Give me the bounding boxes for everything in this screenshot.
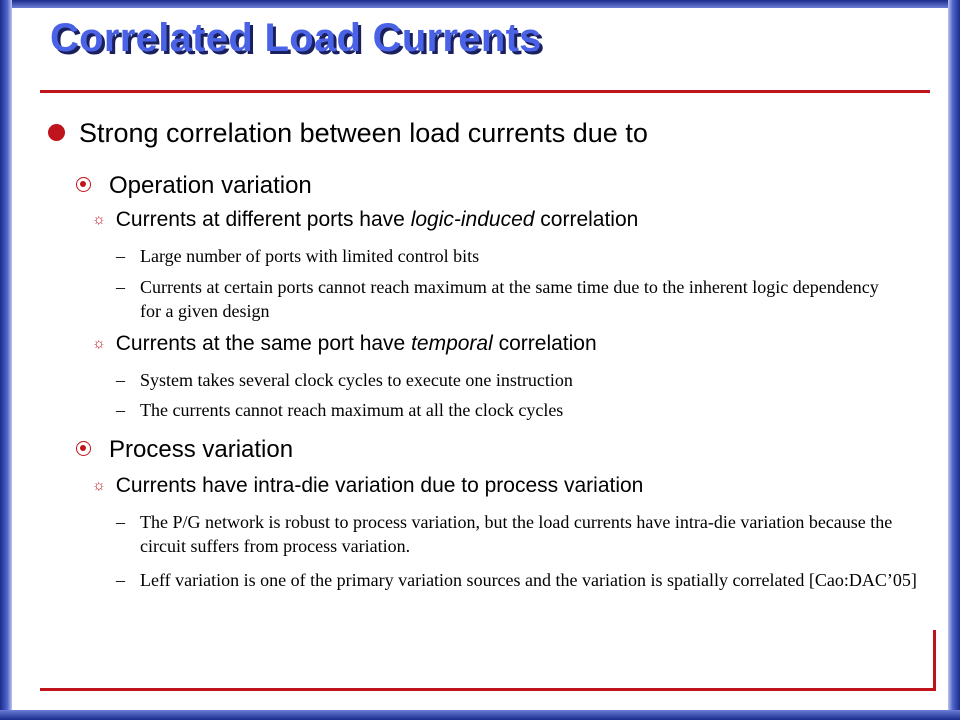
point-text-post: correlation [492, 332, 597, 355]
section-heading: Process variation [109, 436, 294, 463]
dash-marker: – [116, 570, 125, 590]
bottom-divider [40, 688, 936, 691]
red-sun-bullet-icon: ☼ [92, 211, 106, 228]
section-process-variation [76, 436, 293, 464]
red-target-circle-icon [76, 177, 91, 192]
point-intra-die [92, 474, 643, 498]
red-sun-bullet-icon: ☼ [92, 335, 106, 352]
point-logic-induced [92, 208, 638, 232]
frame-left-border [0, 0, 12, 720]
title-divider [40, 90, 930, 93]
main-bullet [48, 118, 648, 149]
detail-text: Large number of ports with limited control bits [140, 246, 480, 266]
dash-marker: – [116, 277, 125, 297]
detail-item [116, 398, 940, 422]
point-text-pre: Currents at different ports have [115, 208, 411, 231]
frame-bottom-border [0, 710, 960, 720]
point-text-emphasis: logic-induced [410, 208, 535, 231]
point-text: Currents have intra-die variation due to process variation [115, 474, 644, 497]
slide-title: Correlated Load Currents [50, 16, 542, 60]
detail-text: Currents at certain ports cannot reach maximum at the same time due to the inherent logic dependency for a given design [140, 277, 879, 321]
dash-marker: – [116, 512, 125, 532]
frame-right-border [948, 0, 960, 720]
section-operation-variation [76, 172, 312, 200]
detail-item [116, 568, 940, 592]
dash-marker: – [116, 370, 125, 390]
red-filled-circle-icon [48, 124, 65, 141]
detail-item [116, 368, 940, 392]
detail-text: System takes several clock cycles to execute one instruction [140, 370, 573, 390]
main-bullet-text: Strong correlation between load currents due to [79, 118, 648, 148]
detail-text: Leff variation is one of the primary variation sources and the variation is spatially correlated [Cao:DAC’05] [140, 570, 917, 590]
dash-marker: – [116, 246, 125, 266]
point-temporal [92, 332, 597, 356]
red-sun-bullet-icon: ☼ [92, 477, 106, 494]
frame-top-border [0, 0, 960, 8]
point-text-emphasis: temporal [411, 332, 493, 355]
point-text-pre: Currents at the same port have [115, 332, 412, 355]
detail-text: The currents cannot reach maximum at all the clock cycles [140, 400, 564, 420]
point-text-post: correlation [534, 208, 639, 231]
detail-item [116, 244, 940, 268]
right-corner-divider [933, 630, 936, 691]
detail-item [116, 275, 900, 323]
detail-item [116, 510, 940, 558]
section-heading: Operation variation [109, 172, 312, 199]
detail-text: The P/G network is robust to process variation, but the load currents have intra-die variation because the circuit suffers from process variation. [140, 512, 893, 556]
dash-marker: – [116, 400, 125, 420]
red-target-circle-icon [76, 441, 91, 456]
